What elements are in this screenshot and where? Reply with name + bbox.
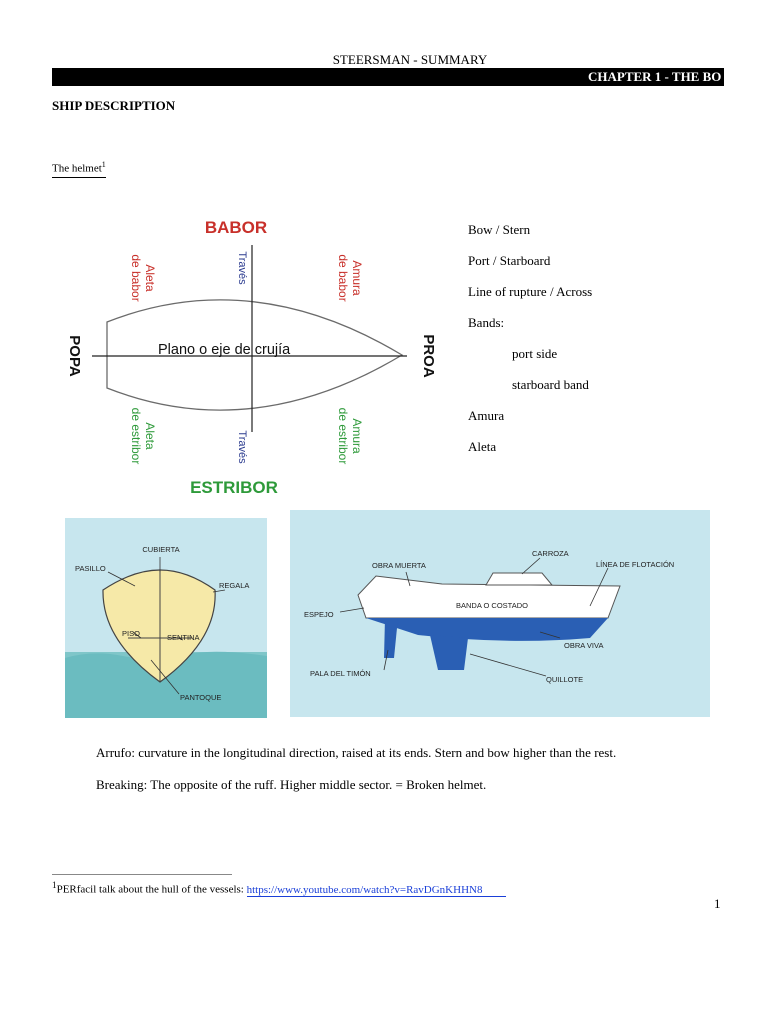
- carroza-label: CARROZA: [532, 549, 569, 558]
- pala-timon-label: PALA DEL TIMÓN: [310, 669, 371, 678]
- subheading: [52, 160, 106, 178]
- term-line-rupture: Line of rupture / Across: [468, 284, 593, 299]
- sailboat-side-view-diagram: [290, 510, 710, 717]
- pantoque-label: PANTOQUE: [180, 693, 222, 702]
- banda-costado-label: BANDA O COSTADO: [456, 601, 528, 610]
- aleta-estribor-label-1: Aleta: [143, 422, 157, 450]
- footnote-link[interactable]: https://www.youtube.com/watch?v=RavDGnKHHN8: [247, 884, 507, 897]
- arrufo-paragraph: Arrufo: curvature in the longitudinal direction, raised at its ends. Stern and bow higher than the rest.: [96, 745, 617, 760]
- subheading-text: The helmet: [52, 162, 102, 175]
- term-port-starboard: Port / Starboard: [468, 253, 551, 268]
- page-number: 1: [714, 896, 721, 911]
- babor-label: BABOR: [204, 218, 268, 237]
- linea-flotacion-label: LÍNEA DE FLOTACIÓN: [596, 560, 675, 569]
- traves-top-label: Través: [236, 251, 248, 285]
- term-port-side: port side: [512, 346, 558, 361]
- regala-label: REGALA: [219, 581, 250, 590]
- pasillo-label: PASILLO: [75, 564, 106, 573]
- term-aleta: Aleta: [468, 439, 497, 454]
- amura-estribor-label-2: de estribor: [336, 407, 350, 465]
- proa-label: PROA: [420, 334, 437, 378]
- popa-label: POPA: [66, 335, 83, 377]
- footnote-ref[interactable]: 1: [101, 160, 106, 169]
- ship-plan-diagram: [62, 210, 452, 500]
- piso-label: PISO: [122, 629, 140, 638]
- sailboat-cabin: [486, 573, 552, 585]
- estribor-label: ESTRIBOR: [190, 478, 278, 497]
- breaking-paragraph: Breaking: The opposite of the ruff. Higher middle sector. = Broken helmet.: [96, 777, 487, 792]
- axis-label: Plano o eje de crujía: [158, 342, 291, 358]
- term-bow-stern: Bow / Stern: [468, 222, 531, 237]
- term-amura: Amura: [468, 408, 505, 423]
- amura-estribor-label-1: Amura: [350, 418, 364, 454]
- term-starboard-band: starboard band: [512, 377, 589, 392]
- page-header-title: STEERSMAN - SUMMARY: [332, 52, 488, 67]
- chapter-title: CHAPTER 1 - THE BO: [588, 69, 722, 84]
- cubierta-label: CUBIERTA: [142, 545, 180, 554]
- hull-cross-section-diagram: [53, 510, 281, 728]
- amura-babor-label-2: de babor: [336, 254, 350, 302]
- chapter-bar: [52, 68, 724, 86]
- obra-muerta-label: OBRA MUERTA: [372, 561, 426, 570]
- footnote-text: PERfacil talk about the hull of the vessels:: [56, 883, 247, 896]
- traves-bottom-label: Través: [236, 430, 248, 464]
- sentina-label: SENTINA: [167, 633, 200, 642]
- footnote: [52, 880, 506, 896]
- obra-viva-label: OBRA VIVA: [564, 641, 604, 650]
- footnote-number: 1: [52, 880, 57, 890]
- espejo-label: ESPEJO: [304, 610, 334, 619]
- quillote-label: QUILLOTE: [546, 675, 584, 684]
- aleta-babor-label-1: Aleta: [143, 264, 157, 292]
- aleta-babor-label-2: de babor: [129, 254, 143, 302]
- section-heading: SHIP DESCRIPTION: [52, 98, 176, 113]
- term-bands: Bands:: [468, 315, 505, 330]
- aleta-estribor-label-2: de estribor: [129, 407, 143, 465]
- footnote-separator: [52, 874, 232, 875]
- amura-babor-label-1: Amura: [350, 260, 364, 296]
